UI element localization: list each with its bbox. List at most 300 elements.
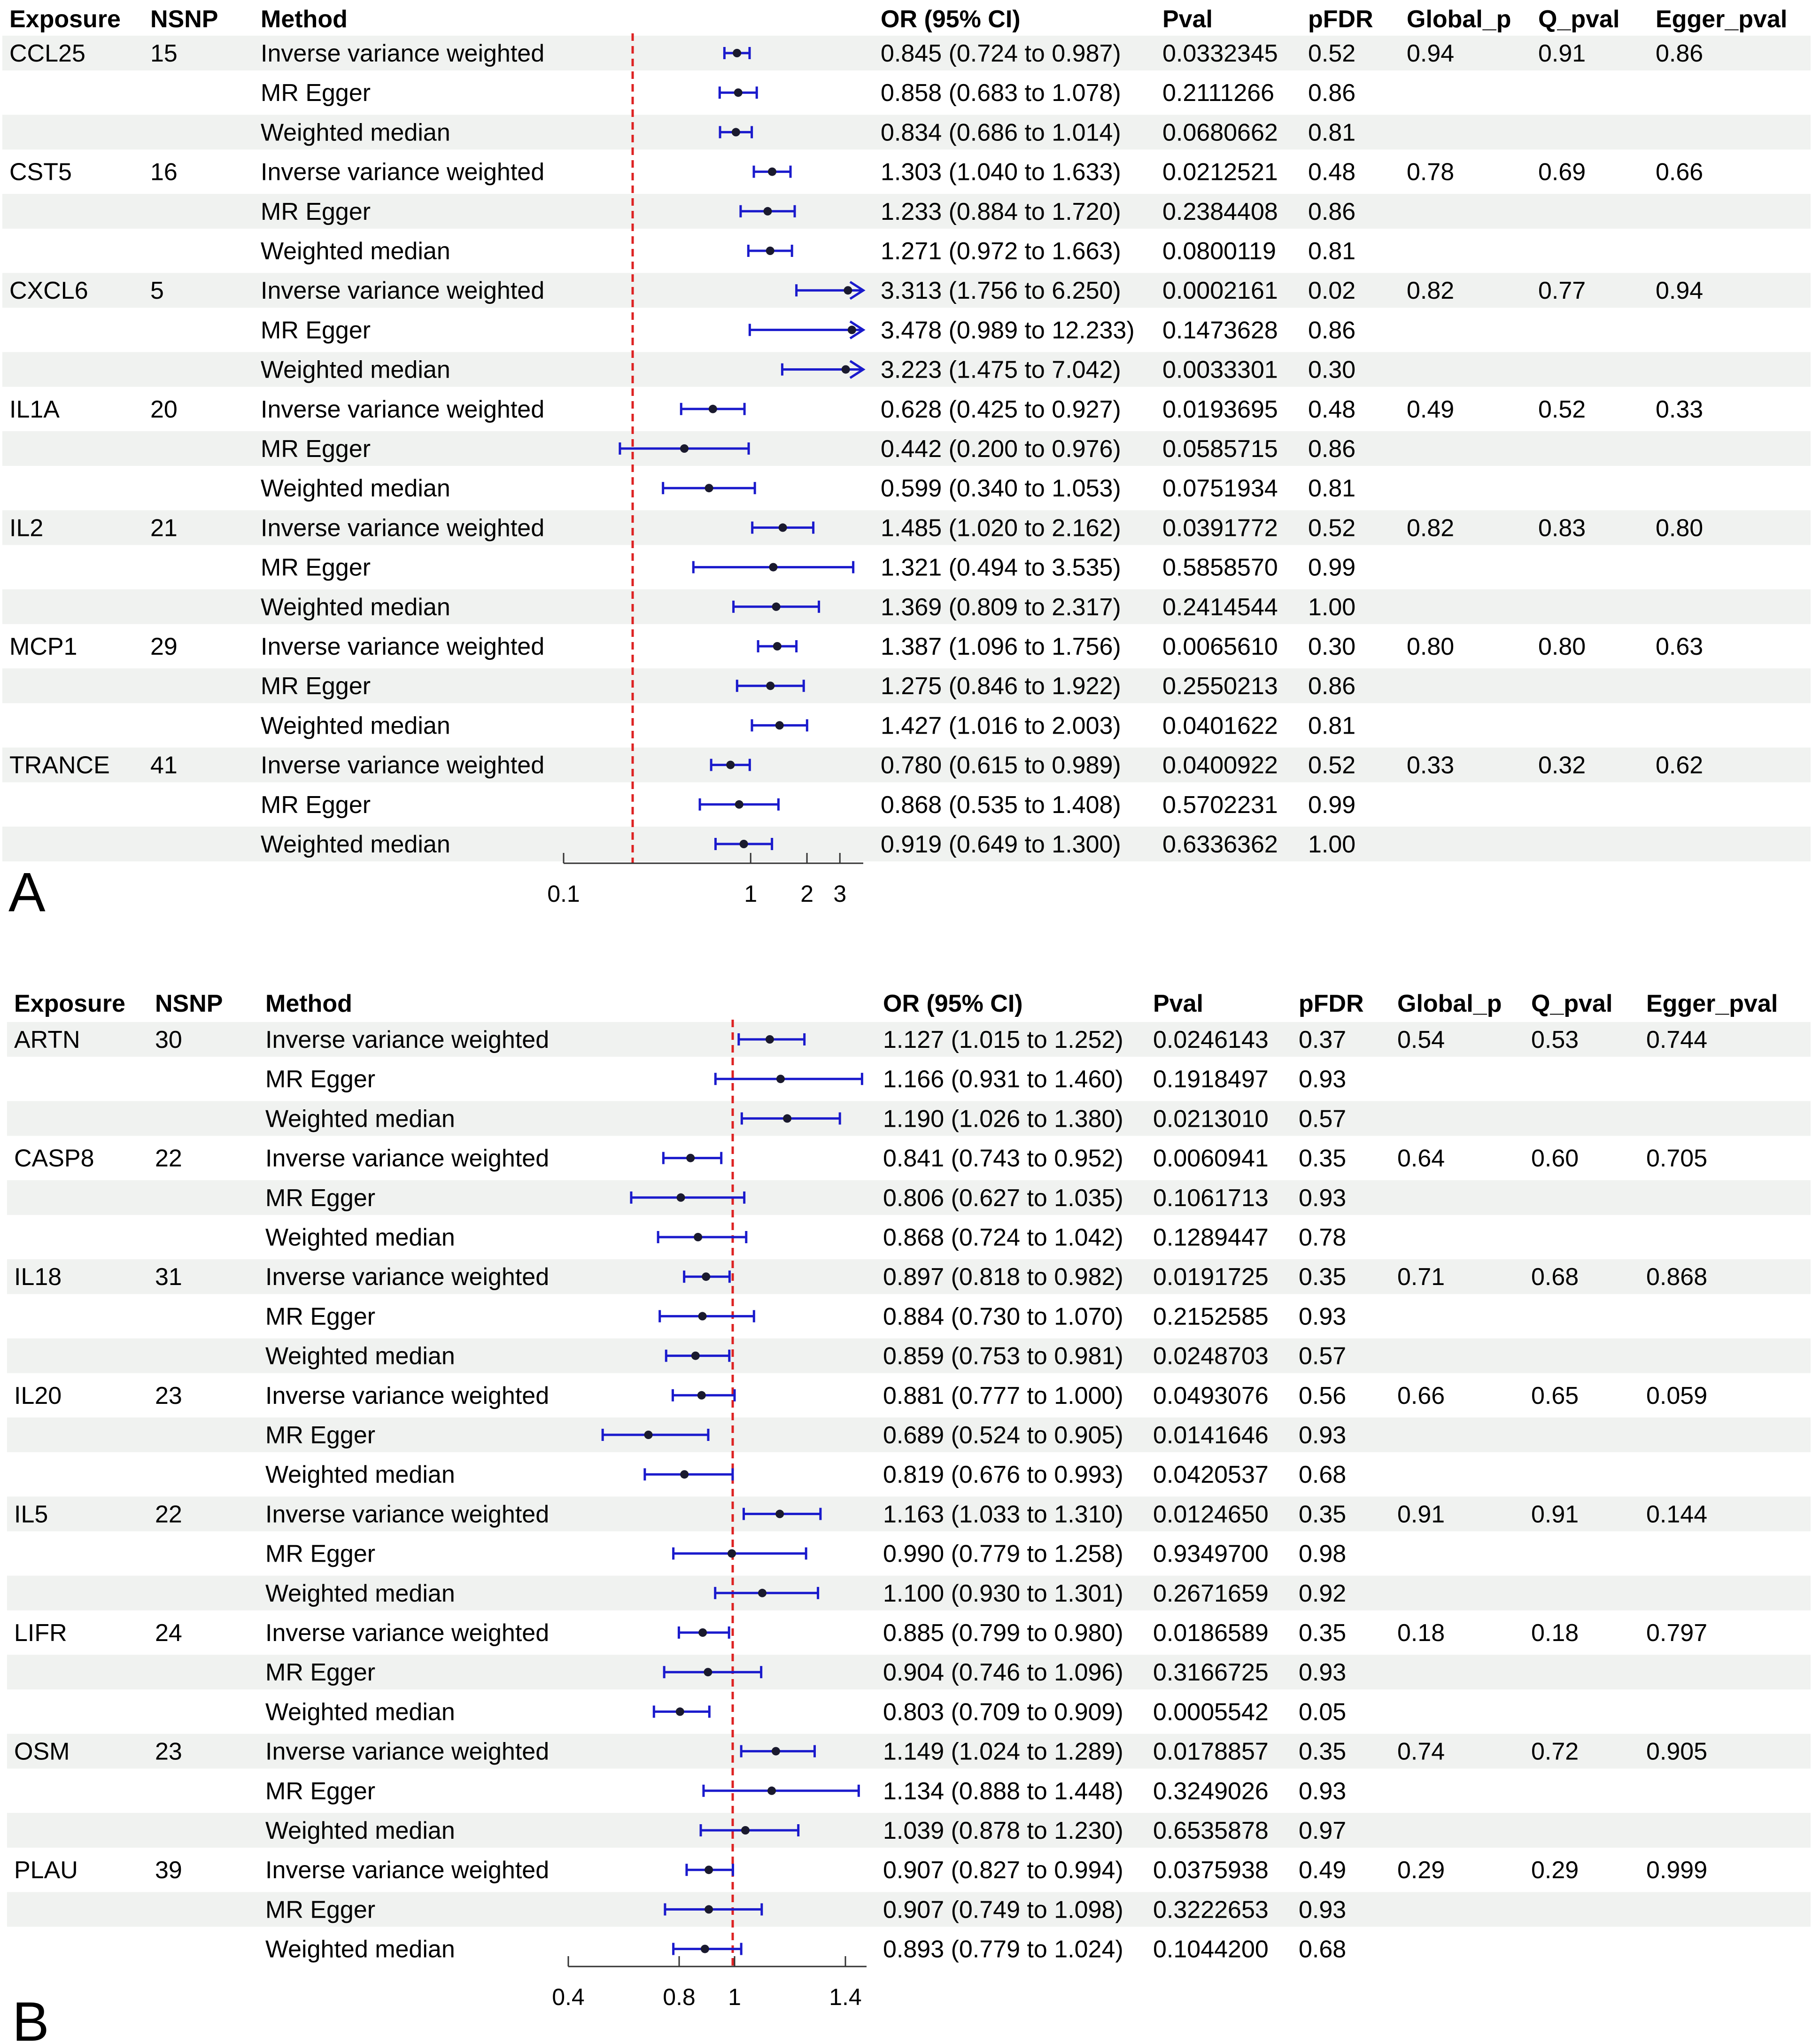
panel-b-point-estimate [772, 1747, 780, 1756]
panel-b-row-q-pval: 0.18 [1531, 1619, 1579, 1647]
panel-a-row-q-pval: 0.32 [1538, 751, 1586, 779]
panel-b-point-estimate [705, 1905, 713, 1913]
panel-b-header-pfdr: pFDR [1299, 990, 1364, 1017]
panel-b-x-tick-label: 0.4 [552, 1984, 585, 2010]
panel-b-row-or-ci: 1.039 (0.878 to 1.230) [883, 1817, 1123, 1844]
panel-b-row-nsnp: 23 [155, 1382, 182, 1409]
panel-b-header-or-ci: OR (95% CI) [883, 990, 1023, 1017]
panel-a-row-exposure: CCL25 [9, 40, 85, 67]
panel-b-row-or-ci: 0.806 (0.627 to 1.035) [883, 1184, 1123, 1212]
panel-b-row-or-ci: 0.907 (0.827 to 0.994) [883, 1857, 1123, 1884]
panel-b-point-estimate [698, 1628, 707, 1637]
panel-b-row-pval: 0.2671659 [1153, 1579, 1269, 1607]
panel-a-label: A [8, 861, 46, 923]
panel-a-row-exposure: MCP1 [9, 633, 77, 660]
panel-a-row-exposure: CXCL6 [9, 277, 88, 305]
panel-b-row-egger-pval: 0.905 [1646, 1738, 1708, 1765]
panel-b-row-pval: 0.0248703 [1153, 1342, 1269, 1370]
panel-b-row-method: Inverse variance weighted [265, 1263, 550, 1291]
panel-a-row-nsnp: 21 [150, 514, 178, 542]
panel-b-row-pval: 0.0005542 [1153, 1698, 1269, 1726]
panel-a-row-q-pval: 0.77 [1538, 277, 1586, 305]
panel-b-row-method: Weighted median [265, 1936, 455, 1963]
panel-b-x-tick-label: 1.4 [829, 1984, 862, 2010]
panel-a-row-pfdr: 0.86 [1308, 435, 1356, 463]
panel-a-row-nsnp: 16 [150, 158, 178, 186]
panel-a-header-or-ci: OR (95% CI) [881, 6, 1021, 33]
panel-b-row-pval: 0.0420537 [1153, 1461, 1269, 1489]
panel-a-row-q-pval: 0.69 [1538, 158, 1586, 186]
panel-a-row-exposure: TRANCE [9, 751, 110, 779]
panel-a-row-nsnp: 15 [150, 40, 178, 67]
panel-b-row-method: Weighted median [265, 1224, 455, 1251]
panel-b-row-pfdr: 0.37 [1299, 1026, 1347, 1053]
panel-b-header-global-p: Global_p [1397, 990, 1502, 1017]
panel-b-row-egger-pval: 0.144 [1646, 1501, 1708, 1528]
panel-b-point-estimate [691, 1352, 700, 1360]
panel-b-row-or-ci: 1.166 (0.931 to 1.460) [883, 1066, 1123, 1093]
panel-a-row-or-ci: 0.858 (0.683 to 1.078) [881, 79, 1121, 107]
panel-b-row-method: MR Egger [265, 1422, 376, 1449]
panel-b-row-pval: 0.1289447 [1153, 1224, 1269, 1251]
panel-a-row-or-ci: 1.387 (1.096 to 1.756) [881, 633, 1121, 660]
panel-b-row-method: MR Egger [265, 1777, 376, 1805]
panel-a-row-pfdr: 0.52 [1308, 40, 1356, 67]
panel-b-row-method: Inverse variance weighted [265, 1382, 550, 1409]
panel-a-row-q-pval: 0.83 [1538, 514, 1586, 542]
panel-a-row-method: Weighted median [261, 712, 450, 740]
panel-a-row-method: Inverse variance weighted [261, 751, 545, 779]
panel-a-row-q-pval: 0.52 [1538, 395, 1586, 423]
panel-a-header-pfdr: pFDR [1308, 6, 1373, 33]
panel-a-row-or-ci: 0.628 (0.425 to 0.927) [881, 395, 1121, 423]
panel-b-row-pfdr: 0.35 [1299, 1501, 1347, 1528]
panel-a-row-pval: 0.2414544 [1162, 593, 1278, 621]
panel-b-point-estimate [701, 1945, 709, 1953]
panel-a-row-method: Weighted median [261, 238, 450, 265]
panel-a-row-global-p: 0.78 [1407, 158, 1455, 186]
panel-b-row-method: MR Egger [265, 1303, 376, 1331]
panel-b-row-pfdr: 0.35 [1299, 1738, 1347, 1765]
panel-b-row-global-p: 0.29 [1397, 1857, 1445, 1884]
panel-a-row-method: MR Egger [261, 554, 371, 581]
panel-a-row-or-ci: 0.442 (0.200 to 0.976) [881, 435, 1121, 463]
panel-b-row-q-pval: 0.60 [1531, 1145, 1579, 1172]
panel-b-row-pfdr: 0.93 [1299, 1303, 1347, 1331]
panel-a-row-pval: 0.5858570 [1162, 554, 1278, 581]
panel-a-row-method: MR Egger [261, 673, 371, 700]
panel-b-row-pfdr: 0.98 [1299, 1540, 1347, 1568]
panel-a-row-global-p: 0.49 [1407, 395, 1455, 423]
panel-a-row-method: Weighted median [261, 831, 450, 858]
panel-a-row-or-ci: 3.478 (0.989 to 12.233) [881, 317, 1135, 344]
panel-b-row-pfdr: 0.97 [1299, 1817, 1347, 1844]
panel-b-row-egger-pval: 0.797 [1646, 1619, 1708, 1647]
panel-a-row-pfdr: 0.86 [1308, 317, 1356, 344]
panel-b-row-or-ci: 0.819 (0.676 to 0.993) [883, 1461, 1123, 1489]
panel-a-row-or-ci: 1.275 (0.846 to 1.922) [881, 673, 1121, 700]
panel-b-header-egger-pval: Egger_pval [1646, 990, 1778, 1017]
panel-a-row-method: Inverse variance weighted [261, 158, 545, 186]
panel-b-row-pval: 0.6535878 [1153, 1817, 1269, 1844]
panel-b-row-q-pval: 0.68 [1531, 1263, 1579, 1291]
panel-a-point-estimate [779, 523, 787, 532]
panel-b-row-method: MR Egger [265, 1659, 376, 1687]
panel-b-point-estimate [783, 1114, 791, 1123]
panel-b-row-egger-pval: 0.705 [1646, 1145, 1708, 1172]
panel-a-row-or-ci: 3.313 (1.756 to 6.250) [881, 277, 1121, 305]
panel-b-row-or-ci: 0.689 (0.524 to 0.905) [883, 1422, 1123, 1449]
panel-a-x-tick-label: 2 [800, 881, 814, 907]
panel-b-row-q-pval: 0.91 [1531, 1501, 1579, 1528]
panel-b-row-global-p: 0.71 [1397, 1263, 1445, 1291]
panel-b-row-pval: 0.3166725 [1153, 1659, 1269, 1687]
panel-a-row-pfdr: 0.02 [1308, 277, 1356, 305]
panel-b-row-exposure: PLAU [14, 1857, 78, 1884]
panel-b-row-nsnp: 31 [155, 1263, 182, 1291]
panel-b-row-pval: 0.0060941 [1153, 1145, 1269, 1172]
panel-a-row-exposure: IL2 [9, 514, 44, 542]
panel-a-row-pval: 0.2384408 [1162, 198, 1278, 225]
panel-a-point-estimate [768, 168, 776, 176]
panel-b-row-method: Inverse variance weighted [265, 1738, 550, 1765]
panel-b-row-or-ci: 0.907 (0.749 to 1.098) [883, 1896, 1123, 1924]
panel-a-row-egger-pval: 0.33 [1656, 395, 1704, 423]
panel-a-row-global-p: 0.94 [1407, 40, 1455, 67]
panel-b-row-or-ci: 1.134 (0.888 to 1.448) [883, 1777, 1123, 1805]
panel-a-row-nsnp: 20 [150, 395, 178, 423]
panel-b-point-estimate [767, 1787, 776, 1795]
panel-a-row-egger-pval: 0.66 [1656, 158, 1704, 186]
panel-b-point-estimate [704, 1668, 712, 1676]
panel-a-row-or-ci: 1.369 (0.809 to 2.317) [881, 593, 1121, 621]
panel-a-header-q-pval: Q_pval [1538, 6, 1620, 33]
panel-b-row-exposure: IL18 [14, 1263, 62, 1291]
panel-b-row-q-pval: 0.53 [1531, 1026, 1579, 1053]
panel-a-row-pval: 0.2111266 [1162, 79, 1275, 107]
panel-a-row-pfdr: 0.86 [1308, 673, 1356, 700]
panel-a-row-method: MR Egger [261, 317, 371, 344]
panel-a-row-method: MR Egger [261, 79, 371, 107]
panel-b-row-method: Weighted median [265, 1461, 455, 1489]
panel-a-point-estimate [769, 563, 777, 572]
panel-a-row-pval: 0.0212521 [1162, 158, 1278, 186]
panel-b-x-tick-label: 1 [728, 1984, 741, 2010]
panel-b-row-egger-pval: 0.868 [1646, 1263, 1708, 1291]
panel-b-x-tick-label: 0.8 [663, 1984, 696, 2010]
panel-b-point-estimate [766, 1035, 774, 1044]
panel-b-row-pfdr: 0.05 [1299, 1698, 1347, 1726]
panel-b-row-nsnp: 30 [155, 1026, 182, 1053]
panel-a-point-estimate [733, 49, 741, 57]
panel-a-row-pval: 0.0585715 [1162, 435, 1278, 463]
panel-a-row-or-ci: 0.845 (0.724 to 0.987) [881, 40, 1121, 67]
panel-a-row-or-ci: 1.303 (1.040 to 1.633) [881, 158, 1121, 186]
panel-b-row-egger-pval: 0.999 [1646, 1857, 1708, 1884]
panel-b-row-nsnp: 23 [155, 1738, 182, 1765]
panel-a-row-or-ci: 0.834 (0.686 to 1.014) [881, 119, 1121, 147]
panel-b-point-estimate [758, 1589, 767, 1597]
panel-b-row-pval: 0.0375938 [1153, 1857, 1269, 1884]
panel-b-row-or-ci: 0.904 (0.746 to 1.096) [883, 1659, 1123, 1687]
panel-a-point-estimate [766, 247, 774, 255]
panel-a-row-pfdr: 0.52 [1308, 751, 1356, 779]
panel-b-row-exposure: OSM [14, 1738, 70, 1765]
panel-a-row-method: Weighted median [261, 593, 450, 621]
panel-a-row-pval: 0.0751934 [1162, 475, 1278, 503]
panel-b-row-global-p: 0.74 [1397, 1738, 1445, 1765]
panel-a-point-estimate [734, 88, 743, 97]
panel-b-row-pfdr: 0.93 [1299, 1066, 1347, 1093]
panel-b-header-exposure: Exposure [14, 990, 125, 1017]
panel-b-row-or-ci: 0.868 (0.724 to 1.042) [883, 1224, 1123, 1251]
panel-b-label: B [12, 1991, 49, 2044]
panel-b-row-exposure: IL20 [14, 1382, 62, 1409]
panel-b-row-global-p: 0.91 [1397, 1501, 1445, 1528]
panel-a-header-method: Method [261, 6, 348, 33]
panel-b-row-pval: 0.2152585 [1153, 1303, 1269, 1331]
panel-a-point-estimate [772, 603, 781, 611]
panel-a-row-or-ci: 0.919 (0.649 to 1.300) [881, 831, 1121, 858]
panel-a-row-pval: 0.5702231 [1162, 791, 1278, 819]
panel-a-header-pval: Pval [1162, 6, 1213, 33]
panel-b-row-pfdr: 0.35 [1299, 1619, 1347, 1647]
panel-b-point-estimate [705, 1866, 713, 1874]
panel-a-row-egger-pval: 0.86 [1656, 40, 1704, 67]
panel-b-point-estimate [775, 1510, 784, 1518]
panel-a-row-pfdr: 0.86 [1308, 79, 1356, 107]
panel-a-row-method: Inverse variance weighted [261, 40, 545, 67]
panel-b-row-pfdr: 0.35 [1299, 1145, 1347, 1172]
panel-a-row-pfdr: 1.00 [1308, 831, 1356, 858]
panel-b-point-estimate [728, 1549, 736, 1558]
panel-a-row-exposure: IL1A [9, 395, 60, 423]
panel-a-row-pfdr: 0.48 [1308, 395, 1356, 423]
panel-a-point-estimate [740, 840, 748, 848]
panel-b-row-exposure: IL5 [14, 1501, 48, 1528]
panel-a-point-estimate [680, 444, 689, 453]
panel-b-row-or-ci: 0.893 (0.779 to 1.024) [883, 1936, 1123, 1963]
panel-a-row-nsnp: 5 [150, 277, 164, 305]
panel-a-row-exposure: CST5 [9, 158, 72, 186]
panel-a-row-pfdr: 0.99 [1308, 554, 1356, 581]
panel-a-row-global-p: 0.82 [1407, 514, 1455, 542]
panel-a-point-estimate [763, 207, 772, 216]
panel-b-row-q-pval: 0.65 [1531, 1382, 1579, 1409]
panel-b-row-pfdr: 0.35 [1299, 1263, 1347, 1291]
panel-a-row-method: MR Egger [261, 435, 371, 463]
panel-a-row-pfdr: 0.30 [1308, 633, 1356, 660]
panel-a-row-pfdr: 0.48 [1308, 158, 1356, 186]
panel-b-row-pval: 0.3249026 [1153, 1777, 1269, 1805]
panel-a-row-egger-pval: 0.63 [1656, 633, 1704, 660]
panel-a-row-or-ci: 0.868 (0.535 to 1.408) [881, 791, 1121, 819]
panel-a-row-pfdr: 1.00 [1308, 593, 1356, 621]
panel-b-row-egger-pval: 0.744 [1646, 1026, 1708, 1053]
panel-a-row-q-pval: 0.80 [1538, 633, 1586, 660]
panel-b-row-pval: 0.1918497 [1153, 1066, 1269, 1093]
panel-a-x-tick-label: 0.1 [547, 881, 580, 907]
panel-a-point-estimate [842, 365, 850, 374]
panel-a-point-estimate [726, 761, 735, 769]
panel-b-row-global-p: 0.54 [1397, 1026, 1445, 1053]
panel-a-row-pval: 0.0401622 [1162, 712, 1278, 740]
panel-b-row-pfdr: 0.68 [1299, 1936, 1347, 1963]
panel-a-row-pfdr: 0.99 [1308, 791, 1356, 819]
panel-b-row-method: Inverse variance weighted [265, 1619, 550, 1647]
panel-b-row-global-p: 0.64 [1397, 1145, 1445, 1172]
panel-b-row-nsnp: 22 [155, 1145, 182, 1172]
panel-a-row-pfdr: 0.81 [1308, 119, 1356, 147]
panel-b-row-method: Weighted median [265, 1698, 455, 1726]
panel-b-row-method: Weighted median [265, 1579, 455, 1607]
panel-b-row-or-ci: 0.841 (0.743 to 0.952) [883, 1145, 1123, 1172]
panel-b-row-egger-pval: 0.059 [1646, 1382, 1708, 1409]
panel-a-row-pfdr: 0.81 [1308, 238, 1356, 265]
panel-b-row-method: Inverse variance weighted [265, 1145, 550, 1172]
panel-a-row-pfdr: 0.30 [1308, 356, 1356, 384]
panel-b-row-pval: 0.0246143 [1153, 1026, 1269, 1053]
panel-b-row-exposure: ARTN [14, 1026, 80, 1053]
panel-b-point-estimate [702, 1272, 710, 1281]
panel-b-point-estimate [698, 1312, 707, 1320]
panel-a-row-method: Inverse variance weighted [261, 633, 545, 660]
panel-a-row-pval: 0.1473628 [1162, 317, 1278, 344]
panel-a-row-method: Inverse variance weighted [261, 395, 545, 423]
panel-a-row-nsnp: 41 [150, 751, 178, 779]
panel-b-row-nsnp: 24 [155, 1619, 182, 1647]
panel-b-row-or-ci: 1.163 (1.033 to 1.310) [883, 1501, 1123, 1528]
panel-b-row-pval: 0.1061713 [1153, 1184, 1269, 1212]
panel-a-row-or-ci: 0.599 (0.340 to 1.053) [881, 475, 1121, 503]
panel-b-header-pval: Pval [1153, 990, 1203, 1017]
panel-b-row-or-ci: 0.803 (0.709 to 0.909) [883, 1698, 1123, 1726]
panel-b-row-pval: 0.3222653 [1153, 1896, 1269, 1924]
panel-a-row-method: Inverse variance weighted [261, 514, 545, 542]
panel-a-point-estimate [766, 681, 774, 690]
panel-b-row-pfdr: 0.56 [1299, 1382, 1347, 1409]
panel-a-row-egger-pval: 0.94 [1656, 277, 1704, 305]
panel-b-row-pfdr: 0.57 [1299, 1342, 1347, 1370]
panel-a-row-or-ci: 1.233 (0.884 to 1.720) [881, 198, 1121, 225]
panel-b-row-or-ci: 0.885 (0.799 to 0.980) [883, 1619, 1123, 1647]
panel-b-row-nsnp: 22 [155, 1501, 182, 1528]
panel-a-x-tick-label: 1 [744, 881, 758, 907]
panel-b-row-method: Inverse variance weighted [265, 1857, 550, 1884]
panel-a-row-method: Weighted median [261, 356, 450, 384]
panel-b-row-method: Weighted median [265, 1817, 455, 1844]
panel-b-row-pfdr: 0.93 [1299, 1184, 1347, 1212]
panel-b-point-estimate [644, 1431, 653, 1439]
panel-b-row-q-pval: 0.72 [1531, 1738, 1579, 1765]
panel-b-point-estimate [676, 1707, 684, 1716]
panel-b-row-method: MR Egger [265, 1540, 376, 1568]
panel-b-row-pval: 0.9349700 [1153, 1540, 1269, 1568]
panel-b-point-estimate [776, 1075, 785, 1083]
panel-a-row-method: MR Egger [261, 791, 371, 819]
panel-a-row-pval: 0.0400922 [1162, 751, 1278, 779]
panel-b-row-pfdr: 0.49 [1299, 1857, 1347, 1884]
panel-b-row-pval: 0.0186589 [1153, 1619, 1269, 1647]
panel-a-row-pval: 0.0033301 [1162, 356, 1278, 384]
panel-b-row-or-ci: 1.190 (1.026 to 1.380) [883, 1105, 1123, 1133]
panel-b-row-pval: 0.0493076 [1153, 1382, 1269, 1409]
panel-a-row-nsnp: 29 [150, 633, 178, 660]
panel-b-row-pval: 0.1044200 [1153, 1936, 1269, 1963]
panel-a-row-or-ci: 0.780 (0.615 to 0.989) [881, 751, 1121, 779]
panel-a-row-pfdr: 0.81 [1308, 712, 1356, 740]
panel-a-point-estimate [773, 642, 782, 650]
panel-b-row-pfdr: 0.68 [1299, 1461, 1347, 1489]
panel-a-header-global-p: Global_p [1407, 6, 1511, 33]
panel-a-row-pval: 0.0391772 [1162, 514, 1278, 542]
panel-a-row-pfdr: 0.52 [1308, 514, 1356, 542]
panel-a-header-egger-pval: Egger_pval [1656, 6, 1788, 33]
panel-b-row-pfdr: 0.93 [1299, 1896, 1347, 1924]
panel-a-row-egger-pval: 0.80 [1656, 514, 1704, 542]
panel-a-row-pfdr: 0.86 [1308, 198, 1356, 225]
panel-b-row-method: Weighted median [265, 1342, 455, 1370]
panel-a-row-global-p: 0.82 [1407, 277, 1455, 305]
panel-a-row-method: Weighted median [261, 475, 450, 503]
panel-b-row-pfdr: 0.93 [1299, 1777, 1347, 1805]
panel-b-row-method: Inverse variance weighted [265, 1501, 550, 1528]
panel-a-row-pval: 0.0332345 [1162, 40, 1278, 67]
panel-b-row-pfdr: 0.93 [1299, 1659, 1347, 1687]
panel-b-row-pval: 0.0213010 [1153, 1105, 1269, 1133]
panel-a-row-method: MR Egger [261, 198, 371, 225]
panel-b-row-pval: 0.0141646 [1153, 1422, 1269, 1449]
panel-a-row-pval: 0.2550213 [1162, 673, 1278, 700]
panel-b-row-global-p: 0.66 [1397, 1382, 1445, 1409]
panel-b-row-or-ci: 1.127 (1.015 to 1.252) [883, 1026, 1123, 1053]
panel-a-point-estimate [844, 286, 852, 294]
panel-a-row-pfdr: 0.81 [1308, 475, 1356, 503]
panel-b-header-q-pval: Q_pval [1531, 990, 1613, 1017]
panel-b-row-or-ci: 1.100 (0.930 to 1.301) [883, 1579, 1123, 1607]
panel-a-row-pval: 0.0002161 [1162, 277, 1278, 305]
panel-b-header-nsnp: NSNP [155, 990, 223, 1017]
panel-b-row-global-p: 0.18 [1397, 1619, 1445, 1647]
panel-a-point-estimate [709, 405, 717, 413]
panel-b-row-method: Weighted median [265, 1105, 455, 1133]
panel-a-point-estimate [775, 721, 784, 729]
panel-a-header-exposure: Exposure [9, 6, 121, 33]
panel-b-row-or-ci: 0.897 (0.818 to 0.982) [883, 1263, 1123, 1291]
panel-b-row-method: Inverse variance weighted [265, 1026, 550, 1053]
panel-b-row-exposure: CASP8 [14, 1145, 94, 1172]
panel-b-row-method: MR Egger [265, 1066, 376, 1093]
panel-a-point-estimate [732, 128, 740, 136]
panel-b-row-pval: 0.0178857 [1153, 1738, 1269, 1765]
panel-a-row-pval: 0.0193695 [1162, 395, 1278, 423]
panel-b-row-pfdr: 0.57 [1299, 1105, 1347, 1133]
panel-a-row-pval: 0.0065610 [1162, 633, 1278, 660]
panel-b-row-method: MR Egger [265, 1184, 376, 1212]
panel-a-row-global-p: 0.80 [1407, 633, 1455, 660]
panel-b-row-pfdr: 0.78 [1299, 1224, 1347, 1251]
panel-a-header-nsnp: NSNP [150, 6, 218, 33]
panel-a-row-egger-pval: 0.62 [1656, 751, 1704, 779]
panel-a-row-q-pval: 0.91 [1538, 40, 1586, 67]
panel-a-row-pval: 0.0800119 [1162, 238, 1276, 265]
panel-b-row-pfdr: 0.93 [1299, 1422, 1347, 1449]
panel-b-row-or-ci: 0.990 (0.779 to 1.258) [883, 1540, 1123, 1568]
panel-b-point-estimate [741, 1826, 750, 1835]
panel-b-row-q-pval: 0.29 [1531, 1857, 1579, 1884]
panel-b-point-estimate [694, 1233, 702, 1241]
panel-b-point-estimate [697, 1391, 706, 1400]
